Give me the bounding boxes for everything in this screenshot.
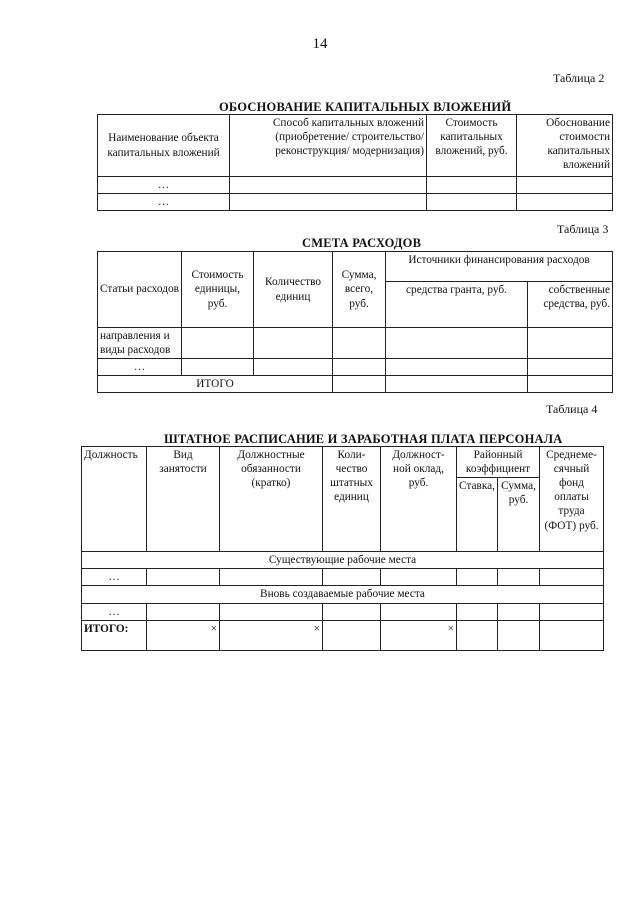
table4-title: ШТАТНОЕ РАСПИСАНИЕ И ЗАРАБОТНАЯ ПЛАТА ПЕРСОНАЛА	[164, 432, 563, 446]
table-row	[82, 603, 604, 620]
header-object-name: Наименование объекта капитальных вложений	[98, 115, 230, 177]
table-row	[98, 359, 613, 376]
ellipsis-cell: …	[98, 194, 230, 211]
header-regional-coefficient: Районный коэффициент	[457, 447, 540, 478]
cross-mark: ×	[220, 620, 323, 650]
header-funding-sources: Источники финансирования расходов	[386, 252, 613, 282]
header-employment-type: Вид занятости	[147, 447, 220, 552]
header-investment-cost: Стоимость капитальных вложений, руб.	[427, 115, 517, 177]
header-position: Должность	[82, 447, 147, 552]
header-expense-items: Статьи расходов	[98, 252, 182, 328]
staffing-table	[81, 446, 604, 651]
section-existing-jobs: Существующие рабочие места	[82, 552, 604, 569]
table-row	[98, 194, 613, 211]
header-own-funds: собственные средства, руб.	[528, 282, 613, 328]
header-total-sum: Сумма, всего, руб.	[333, 252, 386, 328]
header-investment-method: Способ капитальных вложений (приобретение/ строительство/реконструкция/ модернизация)	[230, 115, 427, 177]
table2-label: Таблица 2	[553, 71, 605, 85]
header-amount: Сумма, руб.	[498, 478, 540, 552]
page-number: 14	[312, 36, 328, 52]
capital-investment-table	[97, 114, 613, 211]
section-new-jobs: Вновь создаваемые рабочие места	[82, 586, 604, 603]
header-unit-cost: Стоимость единицы, руб.	[182, 252, 254, 328]
total-row	[82, 620, 604, 650]
table2-title: ОБОСНОВАНИЕ КАПИТАЛЬНЫХ ВЛОЖЕНИЙ	[219, 100, 512, 114]
total-row	[98, 376, 613, 393]
ellipsis-cell: …	[98, 177, 230, 194]
table3-label: Таблица 3	[557, 222, 609, 236]
header-staff-count: Коли- чество штатных единиц	[323, 447, 381, 552]
table3-title: СМЕТА РАСХОДОВ	[302, 236, 422, 250]
header-cost-justification: Обоснование стоимости капитальных вложений	[517, 115, 613, 177]
header-salary: Должност- ной оклад, руб.	[381, 447, 457, 552]
total-label: ИТОГО	[98, 376, 333, 393]
ellipsis-cell: …	[82, 603, 147, 620]
table-row	[98, 177, 613, 194]
ellipsis-cell: …	[98, 359, 182, 376]
cross-mark: ×	[147, 620, 220, 650]
ellipsis-cell: …	[82, 569, 147, 586]
table-row	[98, 328, 613, 359]
header-rate: Ставка,	[457, 478, 498, 552]
expense-estimate-table	[97, 251, 613, 393]
table-row	[82, 569, 604, 586]
cross-mark: ×	[381, 620, 457, 650]
expense-directions-cell: направления и виды расходов	[98, 328, 182, 359]
header-duties: Должностные обязанности (кратко)	[220, 447, 323, 552]
table4-label: Таблица 4	[546, 402, 598, 416]
header-payroll-fund: Среднеме- сячный фонд оплаты труда (ФОТ) руб.	[540, 447, 604, 552]
header-quantity: Количество единиц	[254, 252, 333, 328]
total-label: ИТОГО:	[82, 620, 147, 650]
header-grant-funds: средства гранта, руб.	[386, 282, 528, 328]
